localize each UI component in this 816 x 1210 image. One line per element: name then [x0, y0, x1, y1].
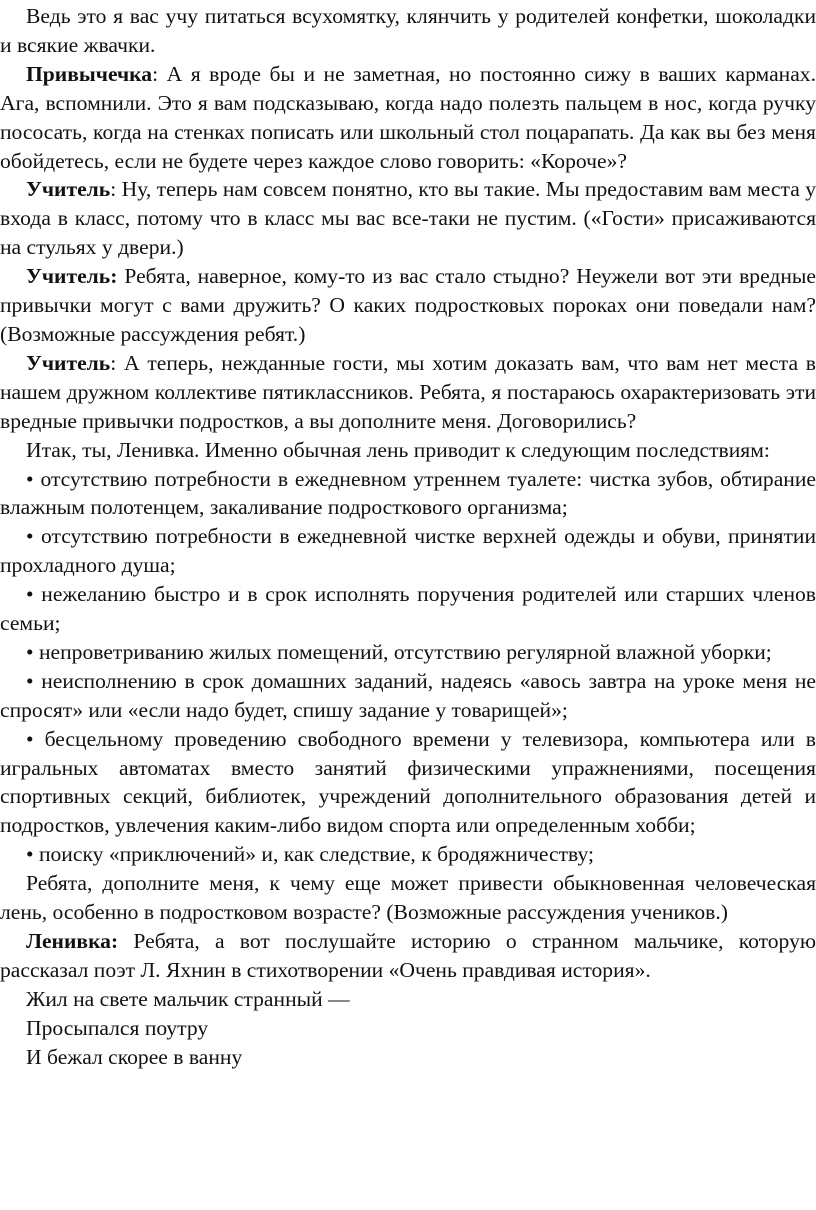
paragraph: Ребята, дополните меня, к чему еще может привести обыкновенная человеческая лень, особенно в подростковом возрасте? (Возможные рассуждения учеников.)	[0, 871, 816, 925]
speaker-name: Привычечка	[26, 61, 153, 86]
list-item: • нежеланию быстро и в срок исполнять поручения родителей или старших членов семьи;	[0, 582, 816, 636]
list-item: • неисполнению в срок домашних заданий, надеясь «авось завтра на уроке меня не спросят» или «если надо будет, спишу задание у товарищей»;	[0, 668, 816, 722]
paragraph: Учитель: Ну, теперь нам совсем понятно, кто вы такие. Мы предоставим вам места у входа в класс, потому что в класс мы вас все-таки не пустим. («Гости» присаживаются на стульях у двери.)	[0, 177, 816, 260]
list-item: • отсутствию потребности в ежедневной чистке верхней одежды и обуви, принятии прохладного душа;	[0, 524, 816, 578]
list-item: • бесцельному проведению свободного времени у телевизора, компьютера или в игральных автоматах вместо занятий физическими упражнениями, посещения спортивных секций, библиотек, учреждений дополнительного образования детей и подростков, увлечения каким-либо видом спорта или определенным хобби;	[0, 726, 816, 838]
paragraph: Ведь это я вас учу питаться всухомятку, клянчить у родителей конфетки, шоколадки и всякие жвачки.	[0, 4, 816, 57]
paragraph: Учитель: Ребята, наверное, кому-то из вас стало стыдно? Неужели вот эти вредные привычки могут с вами дружить? О каких подростковых пороках они поведали нам? (Возможные рассуждения ребят.)	[0, 264, 816, 346]
speaker-name: Учитель:	[26, 264, 118, 289]
verse-line: Просыпался поутру	[26, 1015, 209, 1040]
list-item: • непроветриванию жилых помещений, отсутствию регулярной влажной уборки;	[26, 639, 772, 664]
paragraph: Ленивка: Ребята, а вот послушайте историю о странном мальчике, которую рассказал поэт Л. Яхнин в стихотворении «Очень правдивая история».	[0, 929, 816, 982]
verse-line: Жил на свете мальчик странный —	[26, 986, 350, 1011]
paragraph: Привычечка: А я вроде бы и не заметная, но постоянно сижу в ваших карманах. Ага, вспомнили. Это я вам подсказываю, когда надо полезть пальцем в нос, когда ручку пососать, когда на стенках пописать или школьный стол поцарапать. Да как вы без меня обойдетесь, если не будете через каждое слово говорить: «Короче»?	[0, 61, 816, 173]
speaker-name: Учитель	[26, 177, 111, 202]
list-item: • отсутствию потребности в ежедневном утреннем туалете: чистка зубов, обтирание влажным полотенцем, закаливание подросткового организма;	[0, 466, 816, 520]
paragraph: Учитель: А теперь, нежданные гости, мы хотим доказать вам, что вам нет места в нашем дружном коллективе пятиклассников. Ребята, я постараюсь охарактеризовать эти вредные привычки подростков, а вы дополните меня. Договорились?	[0, 350, 816, 433]
paragraph: Итак, ты, Ленивка. Именно обычная лень приводит к следующим последствиям:	[26, 437, 770, 462]
speaker-name: Ленивка:	[26, 929, 119, 953]
list-item: • поиску «приключений» и, как следствие, к бродяжничеству;	[26, 842, 594, 867]
verse-line: И бежал скорее в ванну	[26, 1044, 243, 1069]
speaker-name: Учитель	[26, 350, 111, 375]
